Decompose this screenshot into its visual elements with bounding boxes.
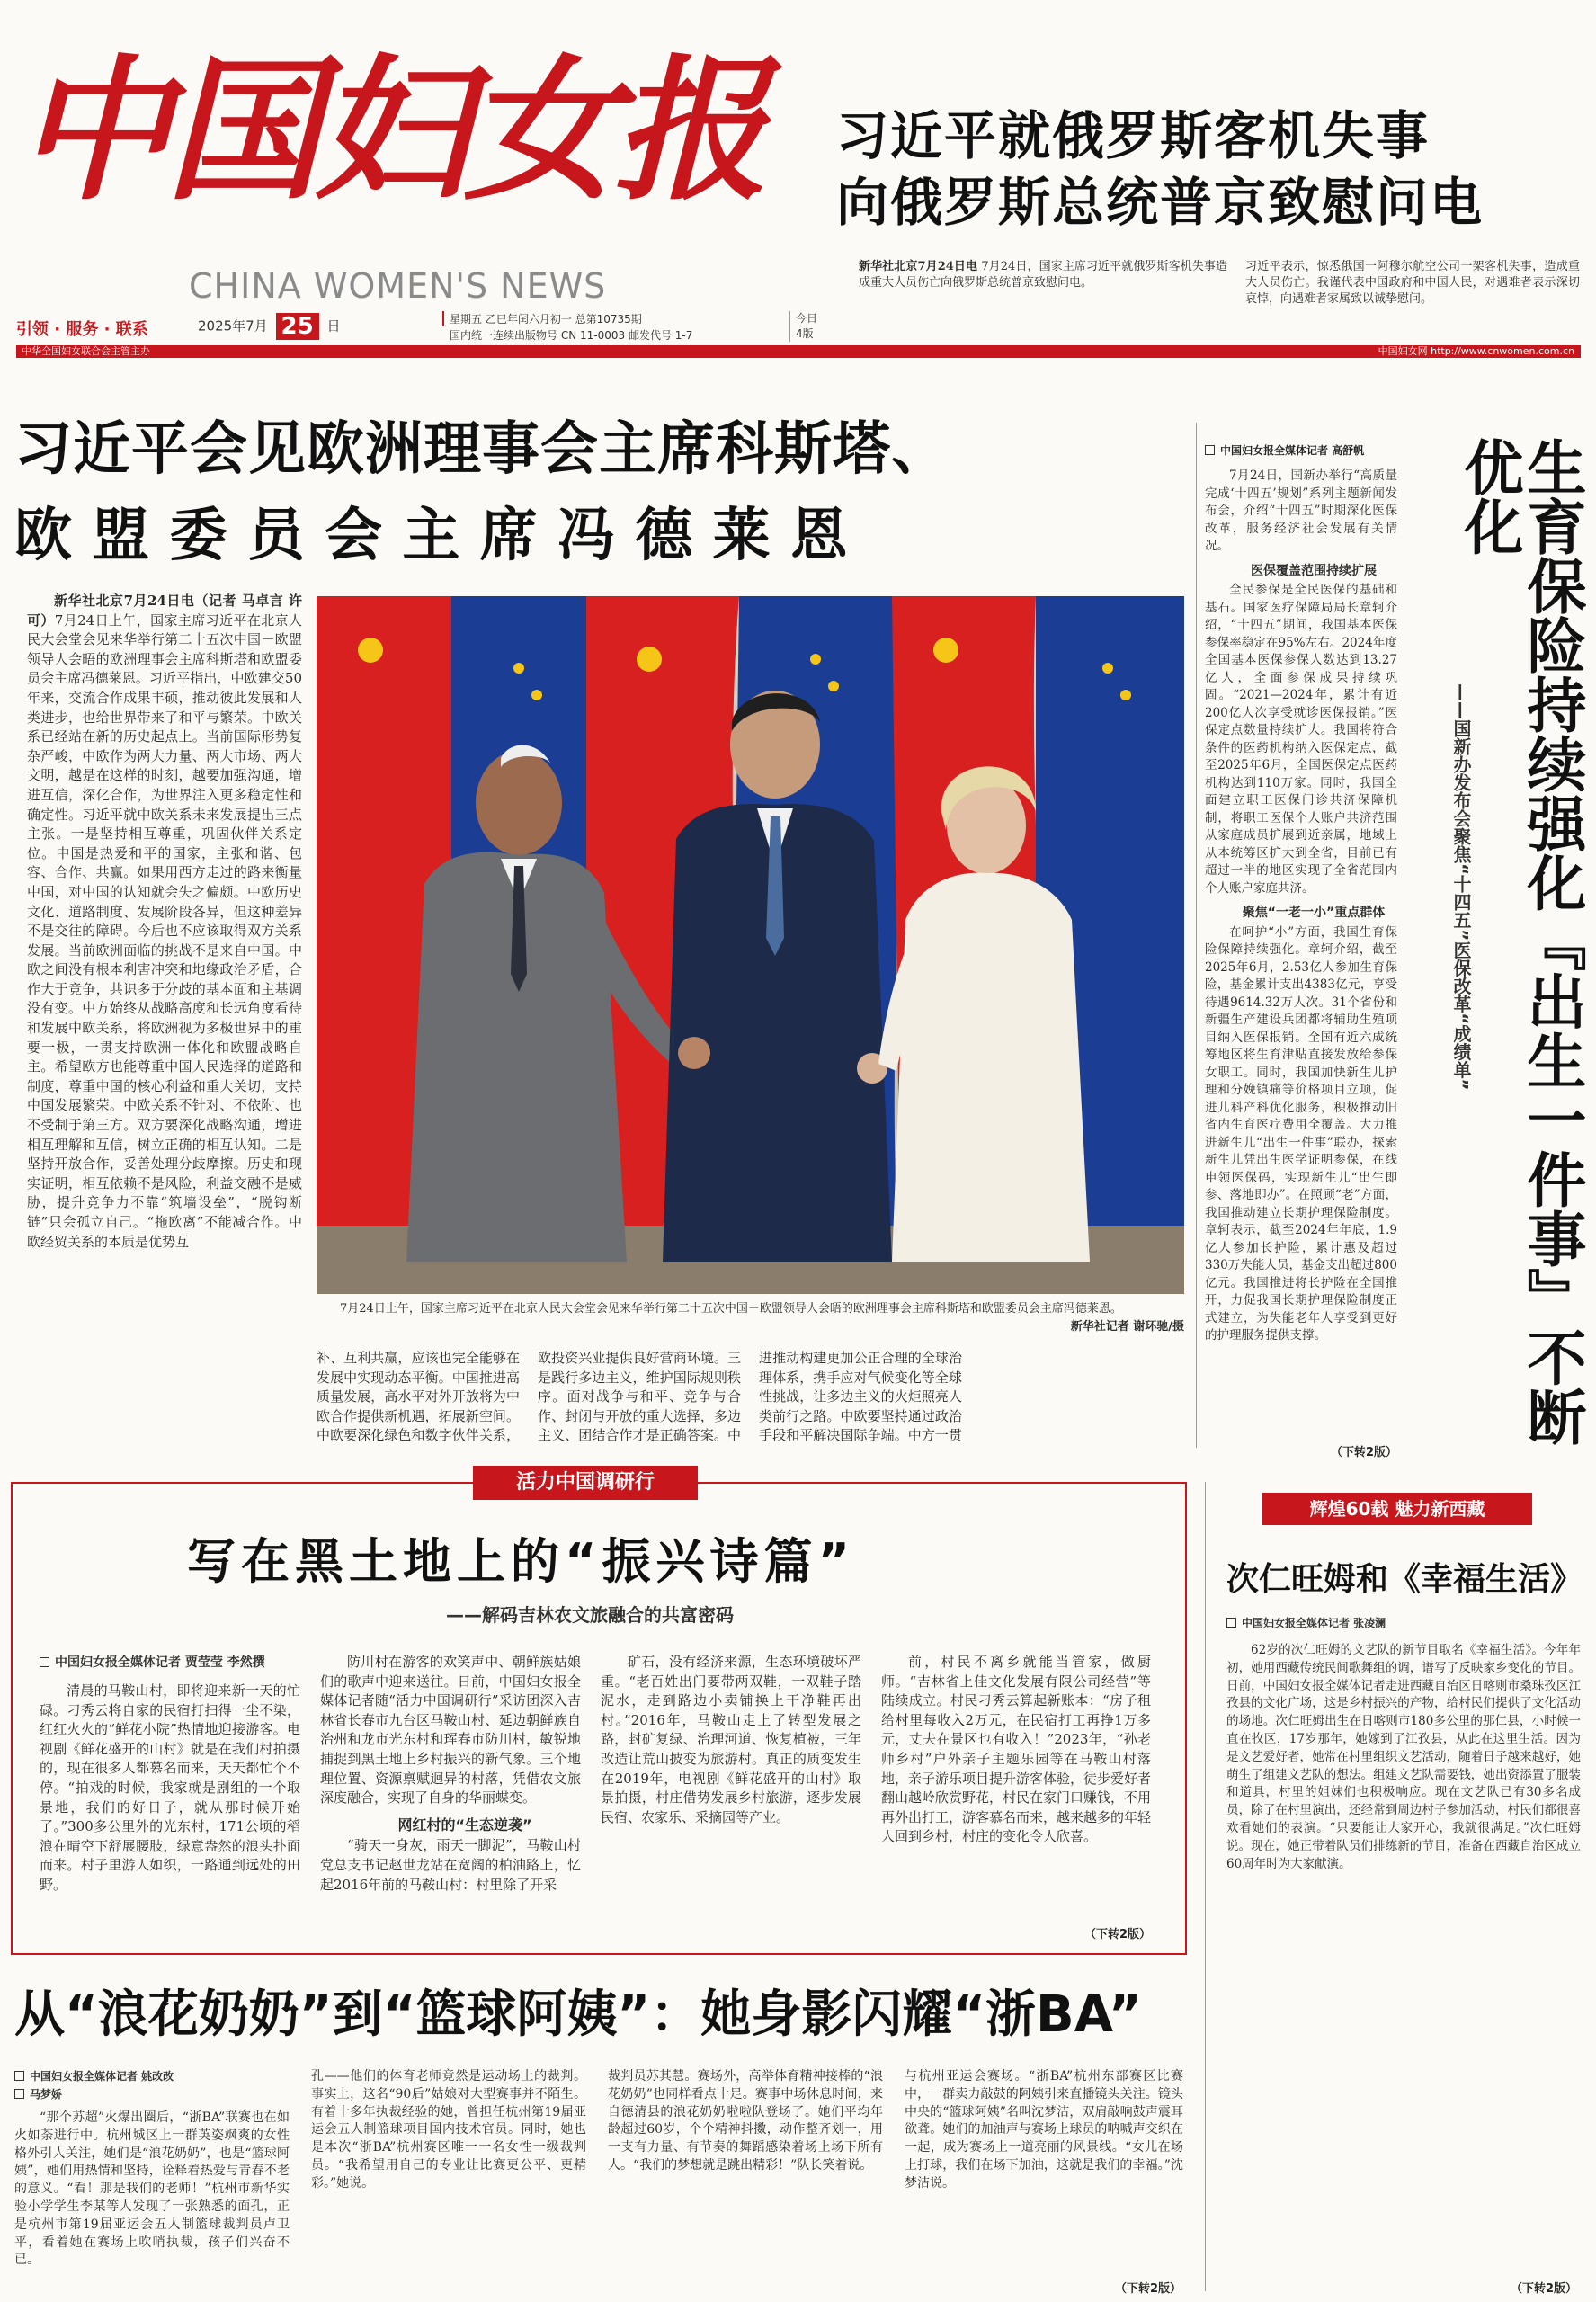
bottom-col-1 bbox=[14, 2110, 290, 2297]
right-sub-2: 聚焦“一老一小”重点群体 bbox=[1242, 906, 1386, 920]
masthead-date bbox=[198, 313, 340, 340]
lead-dateline: 新华社北京7月24日电（记者 马卓言 许可） bbox=[27, 593, 302, 629]
byline-square-icon bbox=[1205, 445, 1215, 455]
right-byline-text: 中国妇女报全媒体记者 高舒帆 bbox=[1220, 444, 1365, 457]
masthead-issn: 国内统一连续出版物号 CN 11-0003 邮发代号 1-7 bbox=[450, 329, 693, 342]
sidebar2-tag: 辉煌60载 魅力新西藏 bbox=[1262, 1493, 1532, 1525]
leaders-photo-illustration bbox=[317, 596, 1184, 1294]
lead-photo bbox=[317, 596, 1184, 1294]
top-headline-2: 向俄罗斯总统普京致慰问电 bbox=[836, 172, 1485, 233]
feature-col-4 bbox=[881, 1653, 1151, 1923]
lead-headline-2: 欧 盟 委 员 会 主 席 冯 德 莱 恩 bbox=[14, 503, 848, 569]
byline-square-icon bbox=[40, 1657, 49, 1667]
right-subhead: ——国新办发布会聚焦“十四五”医保改革“成绩单” bbox=[1450, 683, 1472, 1091]
feature-col2-sub: 网红村的“生态逆袭” bbox=[397, 1816, 532, 1834]
sidebar2-byline bbox=[1226, 1615, 1386, 1630]
feature-col1-text: 清晨的马鞍山村，即将迎来新一天的忙碌。刁秀云将自家的民宿打扫得一尘不染，红红火火的“鲜花小院”热情地迎接游客。电视剧《鲜花盛开的山村》就是在我们村拍摄的，现在很多人都慕名而来，天天都忙个不停。“拍戏的时候，我家就是剧组的一个取景地，我们的好日子，就从那时候开始了。”300多公里外的光东村，171公顷的稻浪在晴空下舒展腰肢，绿意盎然的浪头扑面而来。村子里游人如织，一路通到远处的田野。 bbox=[40, 1682, 300, 1893]
sidebar2-headline: 次仁旺姆和《幸福生活》 bbox=[1226, 1561, 1583, 1598]
date-suffix: 日 bbox=[326, 317, 341, 335]
masthead-website[interactable]: 中国妇女网 http://www.cnwomen.com.cn bbox=[1378, 345, 1574, 357]
bottom-col1-text: “那个苏超”火爆出圈后，“浙BA”联赛也在如火如荼进行中。杭州城区上一群英姿飒爽的女性格外引人关注，她们是“浪花奶奶”，也是“篮球阿姨”，她们用热情和坚持，诠释着热爱与青春不老的意义。“看！那是我们的老师！”杭州市新华实验小学学生李某等人发现了一张熟悉的面孔，正是杭州市第19届亚运会五人制篮球裁判员卢卫平，看着她在赛场上吹哨执裁，孩子们兴奋不已。 bbox=[14, 2110, 290, 2268]
top-story-text-b bbox=[1245, 259, 1580, 327]
right-sub-1: 医保覆盖范围持续扩展 bbox=[1251, 563, 1377, 578]
lead-photo-credit: 新华社记者 谢环驰/摄 bbox=[1070, 1320, 1184, 1334]
feature-byline bbox=[40, 1653, 265, 1671]
byline-square-icon bbox=[14, 2089, 24, 2099]
feature-col-2 bbox=[320, 1653, 581, 1942]
lead-caption-text: 7月24日上午，国家主席习近平在北京人民大会堂会见来华举行第二十五次中国－欧盟领导人会晤的欧洲理事会主席科斯塔和欧盟委员会主席冯德莱恩。 bbox=[340, 1302, 1122, 1316]
feature-col2-text: 防川村在游客的欢笑声中、朝鲜族姑娘们的歌声中迎来送往。日前，中国妇女报全媒体记者随“活力中国调研行”采访团深入吉林省长春市九台区马鞍山村、延边朝鲜族自治州和龙市光东村和珲春市防川村，敏锐地捕捉到黑土地上乡村振兴的新气象。三个地理位置、资源禀赋迥异的村落，凭借农文旅深度融合，实现了自身的华丽蝶变。 bbox=[320, 1654, 581, 1807]
lead-col-4 bbox=[759, 1349, 962, 1446]
top-dateline: 新华社北京7月24日电 bbox=[859, 260, 978, 273]
date-prefix: 2025年7月 bbox=[198, 317, 268, 335]
top-text-b: 习近平表示，惊悉俄国一阿穆尔航空公司一架客机失事，造成重大人员伤亡。我谨代表中国政府和中国人民，对遇难者表示深切哀悼，向遇难者家属致以诚挚慰问。 bbox=[1245, 260, 1580, 306]
bottom-byline-1-text: 中国妇女报全媒体记者 姚改改 bbox=[30, 2070, 174, 2083]
feature-col2-b: “骑天一身灰，雨天一脚泥”，马鞍山村党总支书记赵世龙站在宽阔的柏油路上，忆起2016年前的马鞍山村：村里除了开采 bbox=[320, 1837, 581, 1893]
sidebar2-body bbox=[1226, 1642, 1581, 2277]
lead-col3-text: 欧投资兴业提供良好营商环境。三是践行多边主义，维护国际规则秩序。面对战争与和平、竞争与合作、封闭与开放的重大选择，多边主义、团结合作才是正确答案。中 bbox=[538, 1350, 741, 1444]
right-intro: 7月24日，国新办举行“高质量完成‘十四五’规划”系列主题新闻发布会，介绍“十四五”时期深化医保改革，服务经济社会发展有关情况。 bbox=[1205, 468, 1397, 553]
feature-tag: 活力中国调研行 bbox=[473, 1466, 698, 1500]
masthead-redbar bbox=[16, 345, 1581, 358]
feature-col4-text: 前，村民不离乡就能当管家，做厨师。“吉林省上佳文化发展有限公司经营”等陆续成立。村民刁秀云算起新账本：“房子租给村里每收入2万元，在民宿打工再挣1万多元，丈夫在景区也有收入！”2023年，“孙老师乡村”户外亲子主题乐园等在马鞍山村落地，亲子游乐项目提升游客体验，徒步爱好者翻山越岭欣赏野花，村民在家门口赚钱，不用再外出打工，游客慕名而来，越来越多的年轻人回到乡村，村庄的变化令人欣喜。 bbox=[881, 1654, 1151, 1845]
feature-col3-text: 矿石，没有经济来源，生态环境破坏严重。“老百姓出门要带两双鞋，一双鞋子踏泥水，走到路边小卖铺换上干净鞋再出村。”2016年，马鞍山走上了转型发展之路，封矿复绿、治理河道、恢复植被，三年改造让荒山披变为旅游村。真正的质变发生在2019年，电视剧《鲜花盛开的山村》取景拍摄，村庄借势发展乡村旅游，逐步发展民宿、农家乐、采摘园等产业。 bbox=[601, 1654, 861, 1825]
feature-subhead: ——解码吉林农文旅融合的共富密码 bbox=[446, 1604, 734, 1626]
bottom-cont: （下转2版） bbox=[1114, 2282, 1181, 2296]
lead-col-1 bbox=[27, 592, 302, 1446]
bottom-col-2 bbox=[311, 2068, 586, 2297]
lead-photo-caption bbox=[317, 1300, 1184, 1342]
masthead-lunar: 星期五 乙巳年闰六月初一 总第10735期 bbox=[442, 311, 642, 326]
masthead-logo: 中国妇女报 bbox=[16, 39, 762, 221]
bottom-headline: 从“浪花奶奶”到“篮球阿姨”：她身影闪耀“浙BA” bbox=[14, 1985, 1142, 2044]
byline-square-icon bbox=[14, 2071, 24, 2081]
feature-byline-text: 中国妇女报全媒体记者 贾莹莹 李然撰 bbox=[55, 1655, 265, 1670]
right-body-2: 在呵护“小”方面，我国生育保险保障持续强化。章轲介绍，截至2025年6月，2.53亿人参加生育保险，基金累计支出4383亿元，享受待遇9614.32万人次。31个省份和新疆生产建设兵团都将辅助生殖项目纳入医保报销。全国有近六成统筹地区将生育津贴直接发放给参保女职工。同时，我国加快新生儿护理和分娩镇痛等价格项目立项，促进儿科产科优化服务，积极推动旧省内生育医疗费用全覆盖。大力推进新生儿“出生一件事”联办，探索新生儿凭出生医学证明参保，在线申领医保码，实现新生儿“出生即参、落地即办”。在照顾“老”方面，我国推动建立长期护理保险制度。章轲表示，截至2024年年底，1.9亿人参加长护险，累计惠及超过330万失能人员，基金支出超过800亿元。我国推进将长护险在全国推开，力促我国长期护理保险制度正式建立，为失能老年人享受到更好的护理服务提供支撑。 bbox=[1205, 924, 1397, 1343]
top-story-text-a bbox=[859, 259, 1227, 327]
lead-headline-1: 习近平会见欧洲理事会主席科斯塔、 bbox=[14, 416, 950, 483]
masthead-pages: 今日 4版 bbox=[789, 311, 825, 342]
sidebar2-cont: （下转2版） bbox=[1510, 2282, 1577, 2296]
right-story-body bbox=[1205, 468, 1397, 1441]
byline-square-icon bbox=[1226, 1618, 1236, 1628]
bottom-col2-text: 孔——他们的体育老师竟然是运动场上的裁判。事实上，这名“90后”姑娘对大型赛事并不陌生。有着十多年执裁经验的她，曾担任杭州第19届亚运会五人制篮球项目国内技术官员。同时，她也是本次“浙BA”杭州赛区唯一一名女性一级裁判员。“我希望用自己的专业让比赛更公平、更精彩。”她说。 bbox=[311, 2069, 586, 2190]
lead-col4-text: 进推动构建更加公正合理的全球治理体系，携手应对气候变化等全球性挑战，让多边主义的火炬照亮人类前行之路。中欧要坚持通过政治手段和平解决国际争端。中方一贯 bbox=[759, 1350, 962, 1444]
bottom-byline-2-text: 马梦娇 bbox=[30, 2088, 63, 2101]
lead-divider bbox=[1196, 423, 1197, 1448]
top-headline-1: 习近平就俄罗斯客机失事 bbox=[836, 105, 1431, 166]
sidebar2-divider bbox=[1205, 1482, 1206, 2291]
right-byline bbox=[1205, 442, 1394, 458]
feature-col-1 bbox=[40, 1682, 300, 1942]
lead-col2-text: 补、互利共赢，应该也完全能够在发展中实现动态平衡。中国推进高质量发展，高水平对外开放将为中欧合作提供新机遇，拓展新空间。中欧要深化绿色和数字伙伴关系， bbox=[317, 1350, 520, 1444]
lead-col-3 bbox=[538, 1349, 741, 1446]
bottom-byline-1 bbox=[14, 2068, 174, 2083]
masthead-slogan: 引领 · 服务 · 联系 bbox=[16, 320, 148, 339]
bottom-col3-text: 裁判员苏其慧。赛场外，高举体育精神接棒的“浪花奶奶”也同样看点十足。赛事中场休息时间，来自德清县的浪花奶奶啦啦队登场了。她们平均年龄超过60岁，个个精神抖擞，动作整齐划一，用一支有力量、有节奏的舞蹈感染着场上场下所有人。“我们的梦想就是跳出精彩！”队长笑着说。 bbox=[608, 2069, 883, 2173]
lead-col-2 bbox=[317, 1349, 520, 1446]
lead-col1-text: 7月24日上午，国家主席习近平在北京人民大会堂会见来华举行第二十五次中国－欧盟领导人会晤的欧洲理事会主席科斯塔和欧盟委员会主席冯德莱恩。习近平指出，中欧建交50年来，交流合作成果丰硕，推动彼此发展和人类进步，也给世界带来了和平与繁荣。中欧关系已经站在新的历史起点上。当前国际形势复杂严峻，中欧作为两大力量、两大市场、两大文明，越是在这样的时刻，越要加强沟通，增进互信，深化合作，为世界注入更多稳定性和确定性。习近平就中欧关系未来发展提出三点主张。一是坚持相互尊重，巩固伙伴关系定位。中国是热爱和平的国家，主张和谐、包容、合作、共赢。如果用西方走过的路来衡量中国，对中国的认知就会失之偏颇。中欧历史文化、道路制度、发展阶段各异，但这种差异不是交往的障碍。今后也不应该取得双方关系发展。当前欧洲面临的挑战不是来自中国。中欧之间没有根本利害冲突和地缘政治矛盾，合作大于竞争，共识多于分歧的基本面和主基调没有变。中方始终从战略高度和长远角度看待和发展中欧关系，将欧洲视为多极世界中的重要一极，一贯支持欧洲一体化和欧盟战略自主。希望欧方也能尊重中国人民选择的道路和制度，尊重中国的核心利益和重大关切，支持中国发展繁荣。中欧关系不针对、不依附、也不受制于第三方。双方要深化战略沟通，增进相互理解和互信，树立正确的相互认知。二是坚持开放合作，妥善处理分歧摩擦。历史和现实证明，相互依赖不是风险，利益交融不是威胁，提升竞争力不靠“筑墙设垒”，“脱钩断链”只会孤立自己。“拖欧离”不能减合作。中欧经贸关系的本质是优势互 bbox=[27, 611, 302, 1250]
sidebar2-body-text: 62岁的次仁旺姆的文艺队的新节目取名《幸福生活》。今年年初，她用西藏传统民间歌舞组的调，谱写了反映家乡变化的节目。日前，中国妇女报全媒体记者走进西藏自治区日喀则市桑珠孜区江孜县的文化广场，这是乡村振兴的产物，给村民们提供了文化活动的场地。次仁旺姆出生在日喀则市180多公里的那仁县，小时候一直在牧区，17岁那年，她嫁到了江孜县，从此在这里生活。因为是文艺爱好者，她常在村里组织文艺活动，随着日子越来越好，她萌生了组建文艺队的想法。组建文艺队需要钱，她出资添置了服装和道具，村里的姐妹们也积极响应。现在文艺队已有30多名成员，除了在村里演出，还经常到周边村子参加活动，村民们都很喜欢看她们的表演。“只要能让大家开心，我就很满足。”次仁旺姆说。现在，她正带着队员们排练新的节目，准备在西藏自治区成立60周年时为大家献演。 bbox=[1226, 1643, 1581, 1871]
sidebar2-byline-text: 中国妇女报全媒体记者 张凌澜 bbox=[1242, 1617, 1386, 1629]
right-body-1: 全民参保是全民医保的基础和基石。国家医疗保障局局长章轲介绍，“十四五”期间，我国基本医保参保率稳定在95%左右。2024年度全国基本医保参保人数达到13.27亿人，全面参保成果持续巩固。“2021—2024年，累计有近200亿人次享受就诊医保报销。”医保定点数量持续扩大。我国将符合条件的医药机构纳入医保定点，截至2025年6月，全国医保定点医药机构达到110万家。同时，我国全面建立职工医保门诊共济保障机制，将职工医保个人账户共济范围从家庭成员扩展到近亲属，地域上从本统筹区扩大到全省，目前已有超过一半的地区实现了全省范围内个人账户家庭共济。 bbox=[1205, 583, 1397, 896]
feature-headline: 写在黑土地上的“振兴诗篇” bbox=[187, 1533, 855, 1590]
bottom-col-3 bbox=[608, 2068, 883, 2297]
bottom-byline-2 bbox=[14, 2086, 62, 2101]
feature-cont: （下转2版） bbox=[1083, 1928, 1151, 1941]
date-day: 25 bbox=[276, 313, 319, 340]
masthead-english: CHINA WOMEN'S NEWS bbox=[189, 266, 607, 306]
feature-col-3 bbox=[601, 1653, 861, 1942]
top-text-a: 7月24日，国家主席习近平就俄罗斯客机失事造成重大人员伤亡向俄罗斯总统普京致慰问电。 bbox=[859, 260, 1227, 290]
right-cont: （下转2版） bbox=[1330, 1446, 1397, 1459]
masthead-sponsor: 中华全国妇女联合会主管主办 bbox=[22, 345, 150, 357]
bottom-col4-text: 与杭州亚运会赛场。“浙BA”杭州东部赛区比赛中，一群卖力敲鼓的阿姨引来直播镜头关注。镜头中央的“篮球阿姨”名叫沈梦洁，双肩敲响鼓声震耳欲聋。她们的加油声与赛场上球员的呐喊声交织在一起，成为赛场上一道亮丽的风景线。“女儿在场上打球，我们在场下加油，这就是我们的幸福。”沈梦洁说。 bbox=[905, 2069, 1183, 2190]
right-headline: 生育保险持续强化『出生一件事』不断优化 bbox=[1454, 437, 1586, 1446]
bottom-col-4 bbox=[905, 2068, 1183, 2277]
